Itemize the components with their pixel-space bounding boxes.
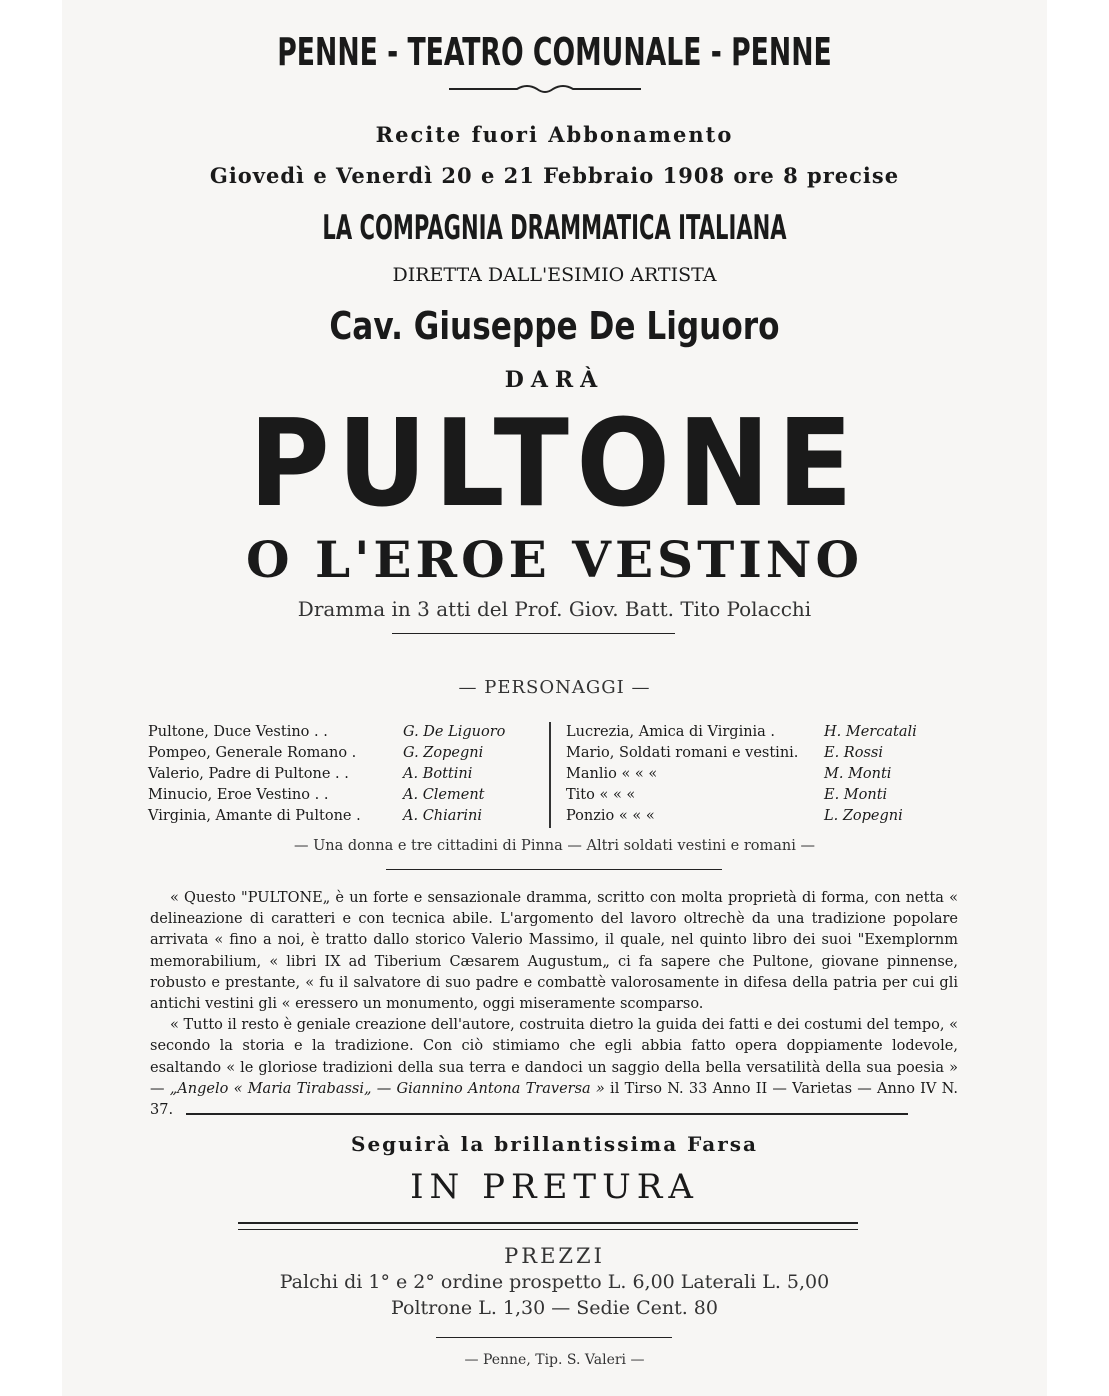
role-name: Ponzio « « « — [566, 808, 655, 824]
cast-row — [148, 806, 505, 827]
cast-list-left — [148, 722, 505, 827]
farce-intro: Seguirà la brillantissima Farsa — [351, 1132, 758, 1156]
divider — [436, 1337, 672, 1338]
role-name: Minucio, Eroe Vestino . . — [148, 787, 329, 803]
author-line: Dramma in 3 atti del Prof. Giov. Batt. Tito Polacchi — [297, 597, 812, 621]
quote-paragraph-2-text: « Tutto il resto è geniale creazione dell'autore, costruita dietro la guida dei fatti e dei costumi del tempo, « secondo la storia e la tradizione. Con ciò stimiamo che egli abbia fatto opera doppiamente lodevole, esaltando « le gloriose tradizioni della sua terra e dandoci un saggio della bella versatilità della sua poesia » — — [150, 1017, 958, 1097]
cast-row — [148, 785, 505, 806]
extras-line: — Una donna e tre cittadini di Pinna — Altri soldati vestini e romani — — [293, 838, 816, 854]
printer-imprint: — Penne, Tip. S. Valeri — — [464, 1352, 645, 1368]
quote-paragraph-2 — [150, 1015, 958, 1121]
actor-name: A. Bottini — [403, 766, 473, 782]
role-name: Manlio « « « — [566, 766, 658, 782]
actor-name: A. Chiarini — [403, 808, 482, 824]
actor-name: G. De Liguoro — [403, 724, 506, 740]
prices-heading: PREZZI — [504, 1244, 605, 1268]
actor-name: G. Zopegni — [403, 745, 484, 761]
actor-name: M. Monti — [824, 766, 892, 782]
role-name: Virginia, Amante di Pultone . — [148, 808, 361, 824]
divider — [186, 1113, 908, 1115]
prices-line-2: Poltrone L. 1,30 — Sedie Cent. 80 — [391, 1297, 718, 1319]
quote-tail: il Tirso N. 33 Anno II — Varietas — Anno IV N. 37. — [150, 1080, 958, 1119]
role-name: Lucrezia, Amica di Virginia . — [566, 724, 776, 740]
actor-name: H. Mercatali — [824, 724, 917, 740]
cast-row — [566, 785, 917, 806]
divider — [238, 1229, 858, 1230]
director-name: Cav. Giuseppe De Liguoro — [329, 304, 780, 348]
divider — [392, 633, 675, 634]
review-quote — [150, 888, 958, 1121]
cast-row — [148, 743, 505, 764]
company-name: LA COMPAGNIA DRAMMATICA ITALIANA — [322, 208, 787, 248]
role-name: Tito « « « — [566, 787, 636, 803]
play-subtitle: O L'EROE VESTINO — [245, 530, 864, 589]
cast-row — [566, 743, 917, 764]
cast-column-divider — [549, 722, 551, 828]
role-name: Mario, Soldati romani e vestini. — [566, 745, 799, 761]
farce-title: IN PRETURA — [410, 1167, 699, 1207]
actor-name: A. Clement — [403, 787, 485, 803]
dara-line: DARÀ — [504, 367, 605, 393]
play-title: PULTONE — [248, 395, 861, 534]
theatre-header: PENNE - TEATRO COMUNALE - PENNE — [277, 30, 832, 74]
cast-row — [566, 764, 917, 785]
cast-row — [566, 722, 917, 743]
recite-line: Recite fuori Abbonamento — [375, 122, 734, 147]
directed-by-line: DIRETTA DALL'ESIMIO ARTISTA — [392, 264, 717, 286]
actor-name: E. Monti — [824, 787, 888, 803]
cast-row — [566, 806, 917, 827]
role-name: Pultone, Duce Vestino . . — [148, 724, 328, 740]
cast-list-right — [566, 722, 917, 827]
role-name: Valerio, Padre di Pultone . . — [148, 766, 349, 782]
prices-line-1: Palchi di 1° e 2° ordine prospetto L. 6,00 Laterali L. 5,00 — [279, 1271, 830, 1293]
role-name: Pompeo, Generale Romano . — [148, 745, 357, 761]
actor-name: L. Zopegni — [824, 808, 903, 824]
actor-name: E. Rossi — [824, 745, 883, 761]
cast-row — [148, 764, 505, 785]
ornament-swirl — [447, 82, 643, 96]
quote-source: „Angelo « Maria Tirabassi„ — Giannino Antona Traversa » — [169, 1080, 605, 1097]
cast-row — [148, 722, 505, 743]
quote-paragraph-1: « Questo "PULTONE„ è un forte e sensazionale dramma, scritto con molta proprietà di forma, con netta « delineazione di caratteri e con tecnica abile. L'argomento del lavoro oltrechè da una tradizione popolare arrivata « fino a noi, è tratto dallo storico Valerio Massimo, il quale, nel quinto libro dei suoi "Exemplornm memorabilium, « libri IX ad Tiberium Cæsarem Augustum„ ci fa sapere che Pultone, giovane pinnense, robusto e prestante, « fu il salvatore di suo padre e combattè valorosamente in difesa della patria per cui gli antichi vestini gli « eressero un monumento, oggi miseramente scomparso. — [150, 890, 958, 1013]
characters-heading: — PERSONAGGI — — [458, 677, 651, 698]
divider — [238, 1222, 858, 1224]
divider — [386, 869, 722, 870]
performance-date: Giovedì e Venerdì 20 e 21 Febbraio 1908 ore 8 precise — [209, 163, 900, 188]
